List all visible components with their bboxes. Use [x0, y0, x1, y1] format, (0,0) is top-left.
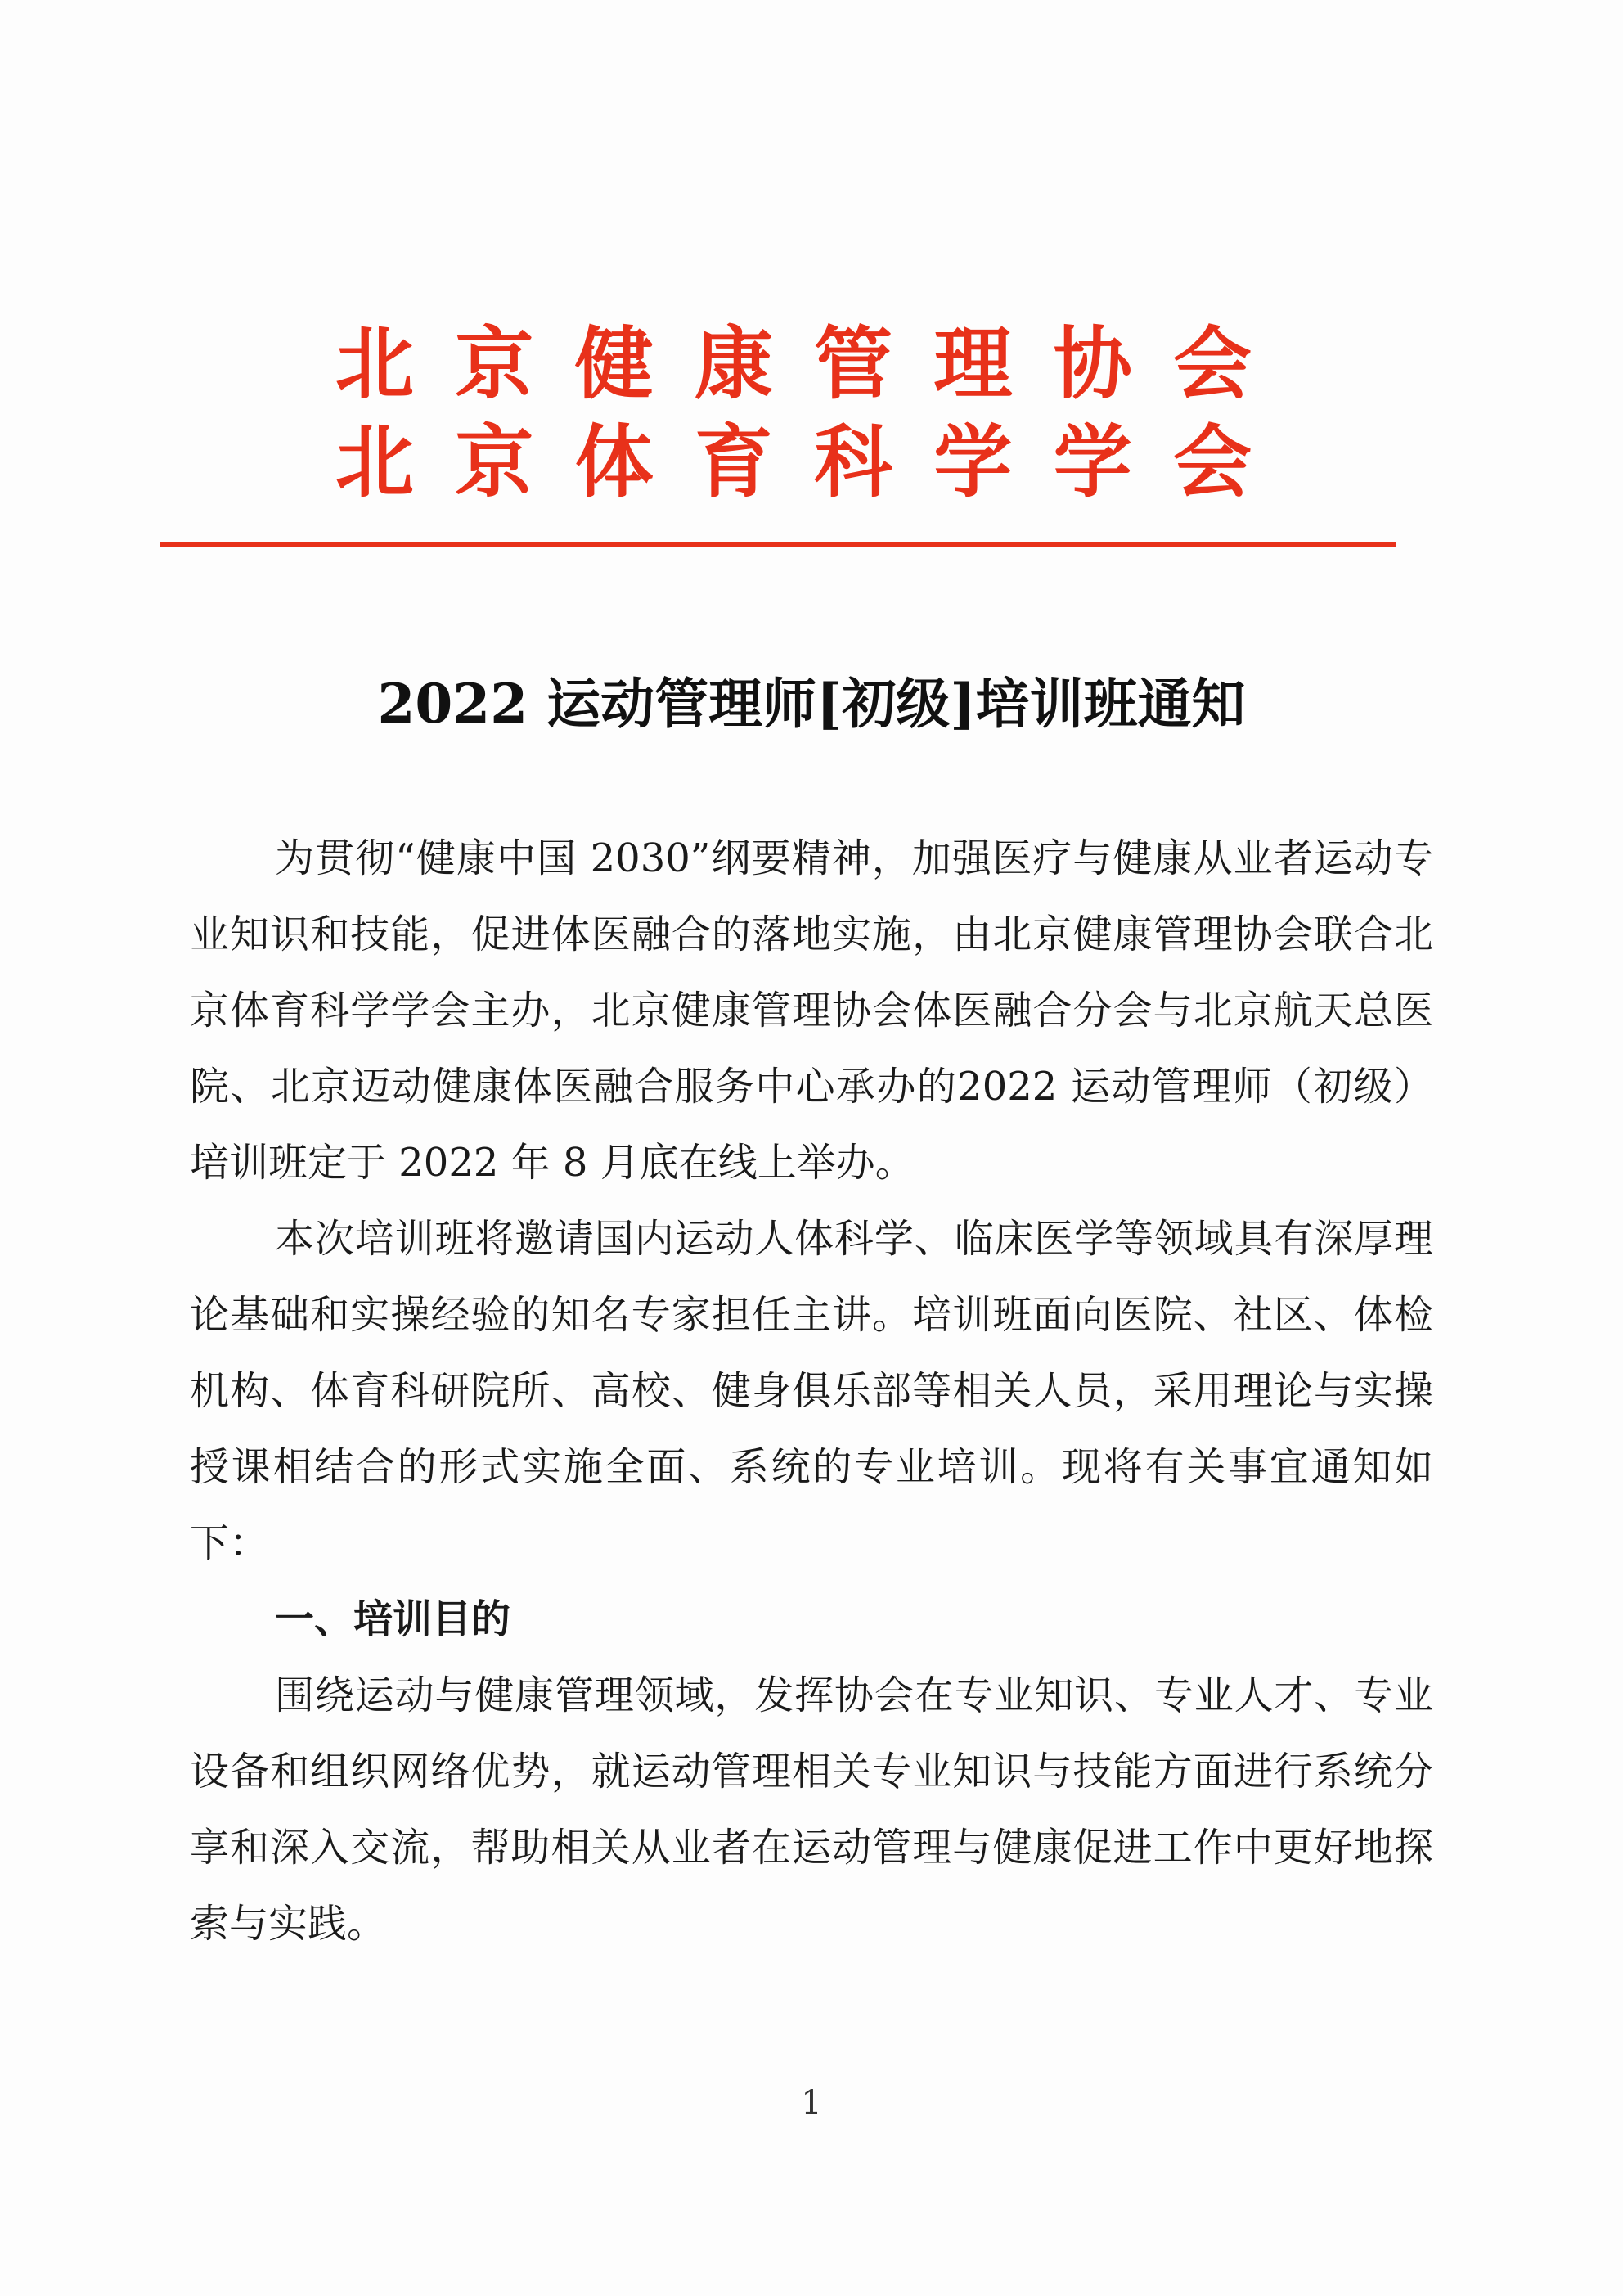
- org1-char: 管: [814, 318, 893, 410]
- org2-char: 体: [574, 416, 654, 508]
- section-heading: 一、培训目的: [275, 1596, 511, 1642]
- org-name-health-management-association: [335, 315, 1252, 413]
- org1-char: 会: [1172, 318, 1252, 410]
- document-title: 2022 运动管理师[初级]培训班通知: [377, 672, 1246, 736]
- org2-char: 北: [335, 416, 414, 508]
- body-intro: [190, 821, 1433, 1201]
- paragraph-scope: 本次培训班将邀请国内运动人体科学、临床医学等领域具有深厚理论基础和实操经验的知名专家担任主讲。培训班面向医院、社区、体检机构、体育科研院所、高校、健身俱乐部等相关人员，采用理论与实操授课相结合的形式实施全面、系统的专业培训。现将有关事宜通知如下：: [190, 1216, 1433, 1566]
- org1-char: 京: [455, 318, 534, 410]
- org2-char: 京: [455, 416, 534, 508]
- org1-char: 理: [933, 318, 1013, 410]
- org1-char: 健: [574, 318, 654, 410]
- org1-char: 康: [694, 318, 773, 410]
- org-name-sports-science-society: [335, 413, 1252, 511]
- org2-char: 科: [814, 416, 893, 508]
- org1-char: 协: [1053, 318, 1132, 410]
- org2-char: 学: [933, 416, 1013, 508]
- section-training-purpose: [190, 1582, 1433, 1962]
- page-number: 1: [801, 2084, 822, 2122]
- header-divider: [160, 542, 1396, 547]
- org2-char: 会: [1172, 416, 1252, 508]
- org2-char: 育: [694, 416, 773, 508]
- body-scope: [190, 1201, 1433, 1582]
- org2-char: 学: [1053, 416, 1132, 508]
- org1-char: 北: [335, 318, 414, 410]
- paragraph-intro: 为贯彻“健康中国 2030”纲要精神，加强医疗与健康从业者运动专业知识和技能，促进体医融合的落地实施，由北京健康管理协会联合北京体育科学学会主办，北京健康管理协会体医融合分会与北京航天总医院、北京迈动健康体医融合服务中心承办的2022 运动管理师（初级）培训班定于 2022 年 8 月底在线上举办。: [190, 835, 1433, 1186]
- paragraph-purpose: 围绕运动与健康管理领域，发挥协会在专业知识、专业人才、专业设备和组织网络优势，就运动管理相关专业知识与技能方面进行系统分享和深入交流，帮助相关从业者在运动管理与健康促进工作中更好地探索与实践。: [190, 1672, 1433, 1947]
